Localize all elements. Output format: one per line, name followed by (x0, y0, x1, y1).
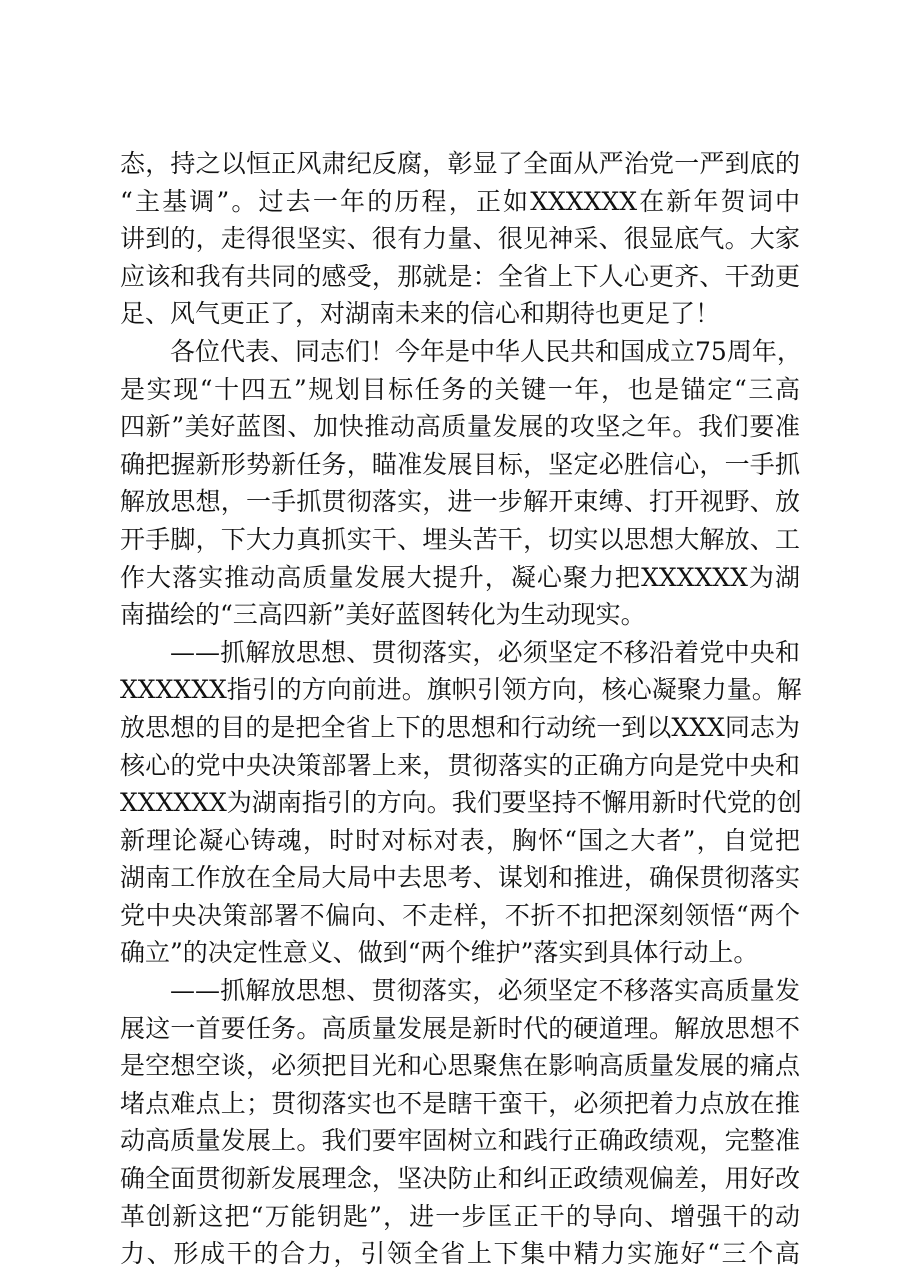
text-line: 讲到的，走得很坚实、很有力量、很见神采、很显底气。大家 (120, 224, 800, 254)
text-line: 革创新这把“万能钥匙”，进一步匡正干的导向、增强干的动 (120, 1201, 800, 1231)
text-line: 四新”美好蓝图、加快推动高质量发展的攻坚之年。我们要准 (120, 412, 800, 442)
text-line: 态，持之以恒正风肃纪反腐，彰显了全面从严治党一严到底的 (120, 149, 800, 178)
text-line: “主基调”。过去一年的历程，正如XXXXXX在新年贺词中 (120, 186, 800, 216)
text-line: 南描绘的“三高四新”美好蓝图转化为生动现实。 (120, 600, 646, 630)
text-line: 确立”的决定性意义、做到“两个维护”落实到具体行动上。 (120, 938, 759, 968)
text-line: XXXXXX指引的方向前进。旗帜引领方向，核心凝聚力量。解 (120, 675, 802, 705)
text-line: 是实现“十四五”规划目标任务的关键一年，也是锚定“三高 (120, 374, 800, 404)
text-line: 核心的党中央决策部署上来，贯彻落实的正确方向是党中央和 (120, 750, 800, 780)
document-body (120, 145, 800, 1273)
text-line: 堵点难点上；贯彻落实也不是瞎干蛮干，必须把着力点放在推 (120, 1088, 800, 1118)
text-line: 力、形成干的合力，引领全省上下集中精力实施好“三个高 (120, 1239, 800, 1269)
text-line: 放思想的目的是把全省上下的思想和行动统一到以XXX同志为 (120, 712, 800, 742)
paragraph-2 (120, 333, 800, 634)
paragraph-4 (120, 972, 800, 1273)
text-line: ——抓解放思想、贯彻落实，必须坚定不移落实高质量发 (170, 976, 800, 1006)
text-line: 展这一首要任务。高质量发展是新时代的硬道理。解放思想不 (120, 1013, 800, 1043)
text-line: 是空想空谈，必须把目光和心思聚焦在影响高质量发展的痛点 (120, 1051, 800, 1081)
text-line: 湖南工作放在全局大局中去思考、谋划和推进，确保贯彻落实 (120, 863, 800, 893)
text-line: 开手脚，下大力真抓实干、埋头苦干，切实以思想大解放、工 (120, 524, 800, 554)
text-line: 足、风气更正了，对湖南未来的信心和期待也更足了！ (120, 299, 721, 329)
text-line: 确全面贯彻新发展理念，坚决防止和纠正政绩观偏差，用好改 (120, 1164, 800, 1194)
text-line: 作大落实推动高质量发展大提升，凝心聚力把XXXXXX为湖 (120, 562, 800, 592)
paragraph-3 (120, 634, 800, 972)
text-line: ——抓解放思想、贯彻落实，必须坚定不移沿着党中央和 (170, 637, 800, 667)
text-line: 动高质量发展上。我们要牢固树立和践行正确政绩观，完整准 (120, 1126, 800, 1156)
text-line: XXXXXX为湖南指引的方向。我们要坚持不懈用新时代党的创 (120, 788, 802, 818)
paragraph-1 (120, 145, 800, 333)
text-line: 解放思想，一手抓贯彻落实，进一步解开束缚、打开视野、放 (120, 487, 800, 517)
text-line: 应该和我有共同的感受，那就是：全省上下人心更齐、干劲更 (120, 261, 800, 291)
text-line: 确把握新形势新任务，瞄准发展目标，坚定必胜信心，一手抓 (120, 449, 800, 479)
text-line: 新理论凝心铸魂，时时对标对表，胸怀“国之大者”，自觉把 (120, 825, 800, 855)
text-line: 各位代表、同志们！今年是中华人民共和国成立75周年， (170, 336, 802, 366)
text-line: 党中央决策部署不偏向、不走样，不折不扣把深刻领悟“两个 (120, 900, 800, 930)
